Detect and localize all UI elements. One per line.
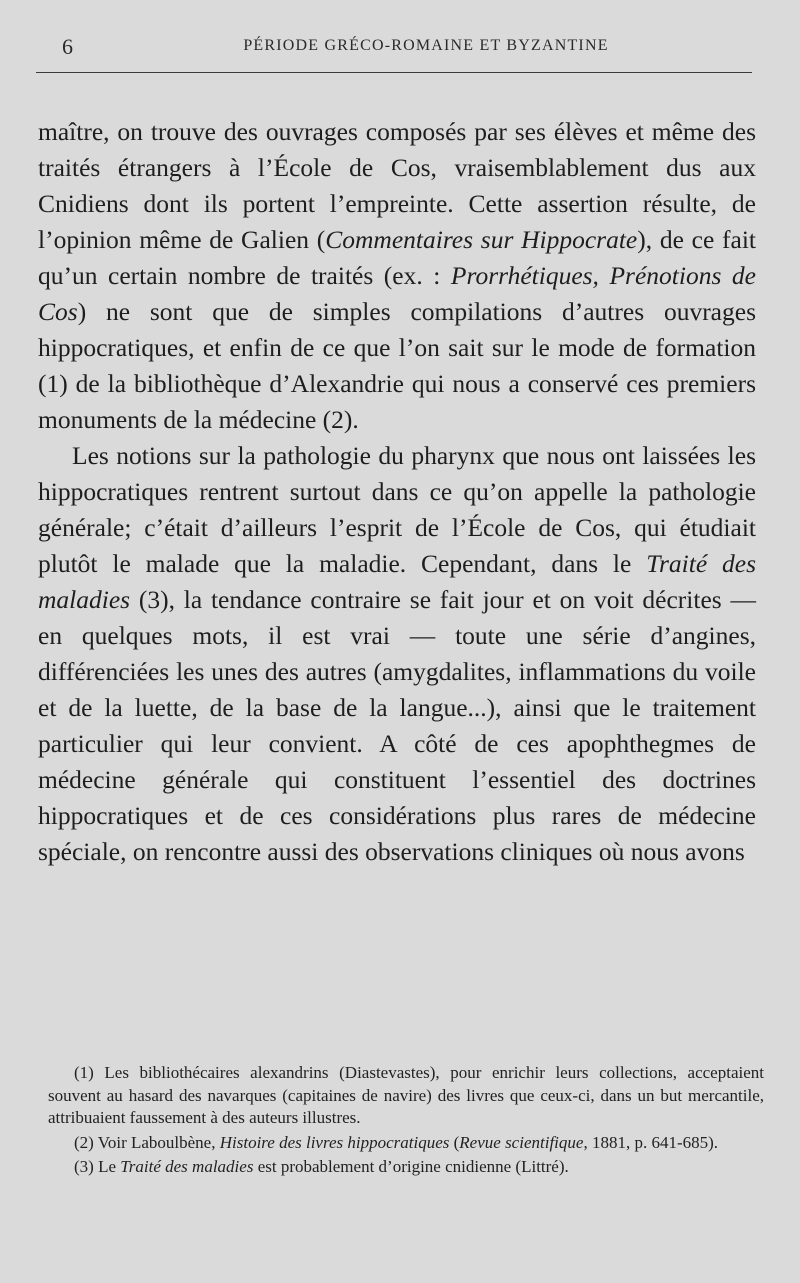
main-text xyxy=(38,114,756,870)
citation-commentaires: Commentaires sur Hippocrate xyxy=(325,225,638,254)
footnote-2-text-1: (2) Voir Laboulbène, xyxy=(74,1132,220,1152)
paragraph-1-text-2: ), de ce fait qu’un certain nombre de traités (ex. : xyxy=(38,225,756,290)
paragraph-1-text-3: ) ne sont que de simples compilations d’autres ouvrages hippocratiques, et enfin de ce que l’on sait sur le mode de formation (1) de la bibliothèque d’Alexandrie qui nous a conservé ces premiers monuments de la médecine (2). xyxy=(38,297,756,434)
page-header xyxy=(40,34,752,60)
footnote-2 xyxy=(48,1132,764,1155)
paragraph-1-text-1: maître, on trouve des ouvrages composés par ses élèves et même des traités étrangers à l’École de Cos, vraisemblablement dus aux Cnidiens dont ils portent l’empreinte. Cette assertion résulte, de l’opinion même de Galien ( xyxy=(38,117,756,254)
paragraph-2 xyxy=(38,438,756,870)
paragraph-2-text-2: (3), la tendance contraire se fait jour et on voit décrites — en quelques mots, il est vrai — toute une série d’angines, différenciées les unes des autres (amygdalites, inflammations du voile et de la luette, de la base de la langue...), ainsi que le traitement particulier qui leur convient. A côté de ces apophthegmes de médecine générale qui constituent l’essentiel des doctrines hippocratiques et de ces considérations plus rares de médecine spéciale, on rencontre aussi des observations cliniques où nous avons xyxy=(38,585,756,866)
page-number: 6 xyxy=(62,34,73,59)
footnote-3-text-2: est probablement d’origine cnidienne (Littré). xyxy=(253,1157,569,1176)
footnote-1: (1) Les bibliothécaires alexandrins (Diastevastes), pour enrichir leurs collections, acceptaient souvent au hasard des navarques (capitaines de navire) des livres que ceux-ci, dans un but mercantile, attribuaient faussement à des auteurs illustres. xyxy=(48,1063,764,1127)
footnote-2-title: Histoire des livres hippocratiques xyxy=(219,1132,450,1152)
footnote-3-text-1: (3) Le xyxy=(74,1157,121,1176)
footnotes xyxy=(48,1062,764,1181)
paragraph-2-text-1: Les notions sur la pathologie du pharynx que nous ont laissées les hippocratiques rentrent surtout dans ce qu’on appelle la pathologie générale; c’était d’ailleurs l’esprit de l’École de Cos, qui étudiait plutôt le malade que la maladie. Cependant, dans le xyxy=(38,441,756,578)
citation-prorrhetiques: Prorrhétiques, Prénotions de Cos xyxy=(38,261,756,326)
running-title: PÉRIODE GRÉCO-ROMAINE ET BYZANTINE xyxy=(243,37,609,54)
citation-traite-des-maladies: Traité des maladies xyxy=(38,549,756,614)
footnote-2-text-3: , 1881, p. 641-685). xyxy=(583,1132,719,1152)
paragraph-1 xyxy=(38,114,756,438)
footnote-3 xyxy=(48,1156,764,1179)
footnote-2-text-2: ( xyxy=(449,1132,460,1152)
footnote-3-title: Traité des maladies xyxy=(120,1157,254,1176)
footnote-2-journal: Revue scientifique xyxy=(459,1132,584,1152)
header-rule xyxy=(36,72,752,73)
